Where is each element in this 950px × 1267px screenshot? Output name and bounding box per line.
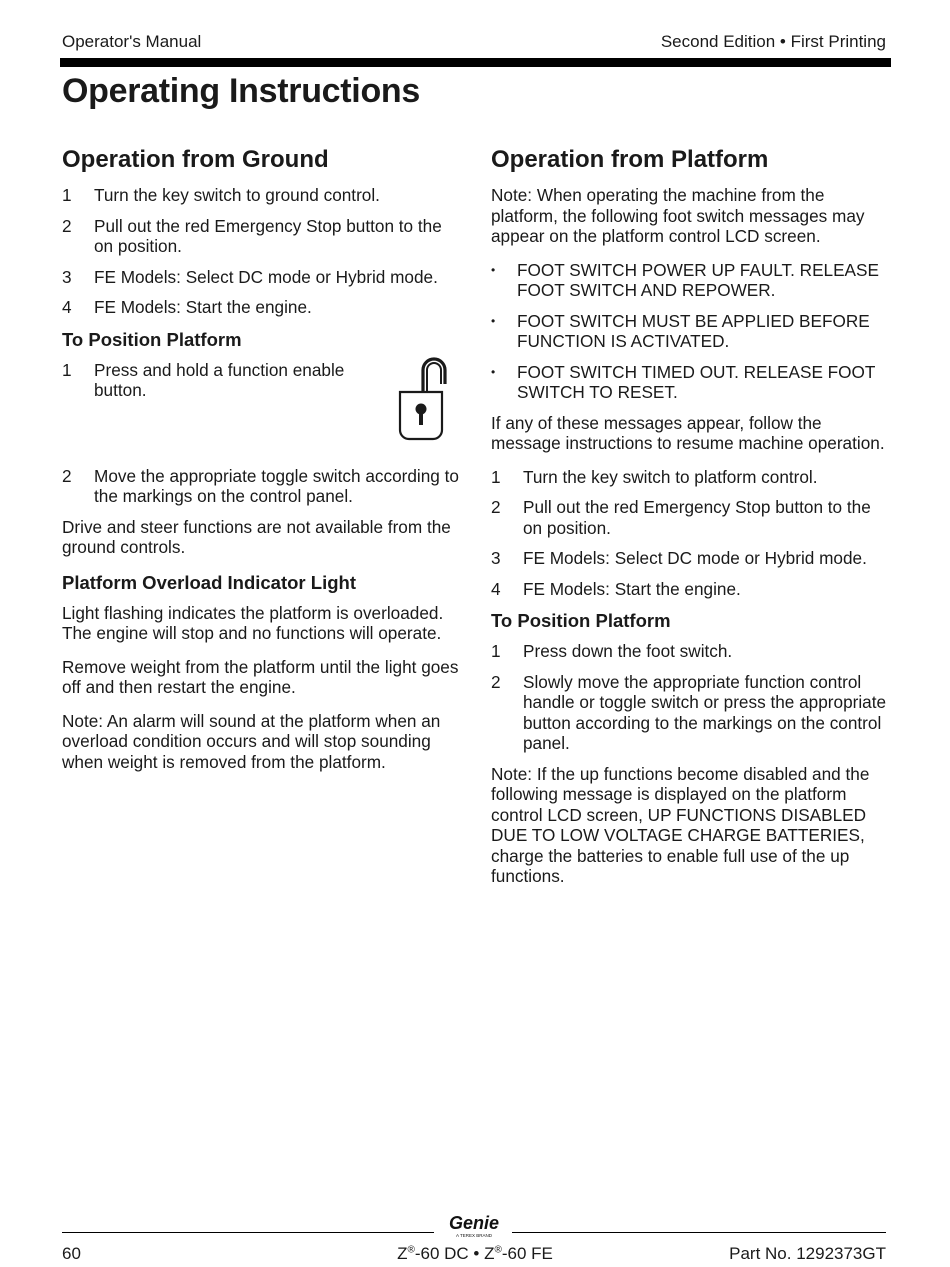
step-number: 1 bbox=[62, 185, 72, 205]
list-item bbox=[491, 641, 891, 662]
step-text: Move the appropriate toggle switch according to the markings on the control panel. bbox=[94, 465, 459, 506]
bullet-icon: • bbox=[491, 313, 496, 328]
ground-position-steps bbox=[62, 360, 462, 507]
step-number: 4 bbox=[62, 297, 72, 317]
list-item bbox=[62, 267, 462, 288]
step-number: 3 bbox=[491, 548, 501, 568]
step-text: Pull out the red Emergency Stop button to the on position. bbox=[523, 497, 871, 538]
left-column bbox=[62, 144, 462, 785]
step-text: Press down the foot switch. bbox=[523, 641, 733, 661]
list-item bbox=[62, 360, 462, 456]
part-number: Part No. 1292373GT bbox=[729, 1244, 886, 1263]
step-number: 3 bbox=[62, 266, 72, 287]
genie-logo bbox=[438, 1212, 510, 1240]
message-text: FOOT SWITCH POWER UP FAULT. RELEASE FOOT SWITCH AND REPOWER. bbox=[517, 259, 879, 300]
follow-instructions: If any of these messages appear, follow the message instructions to resume machine operation. bbox=[491, 412, 885, 453]
footer-rule-left bbox=[62, 1232, 434, 1233]
ground-position-heading: To Position Platform bbox=[62, 328, 242, 350]
step-text: Slowly move the appropriate function control handle or toggle switch or press the appropriate button according to the markings on the control panel. bbox=[523, 671, 887, 753]
drive-steer-note: Drive and steer functions are not available from the ground controls. bbox=[62, 516, 451, 557]
page-title: Operating Instructions bbox=[62, 72, 420, 110]
step-number: 2 bbox=[491, 671, 501, 692]
message-text: FOOT SWITCH TIMED OUT. RELEASE FOOT SWITCH TO RESET. bbox=[517, 361, 876, 402]
list-item bbox=[62, 185, 462, 206]
foot-switch-messages bbox=[491, 260, 891, 403]
svg-text:Genie: Genie bbox=[448, 1213, 500, 1233]
step-number: 2 bbox=[62, 465, 72, 486]
bullet-icon: • bbox=[491, 364, 496, 379]
platform-position-heading: To Position Platform bbox=[491, 610, 671, 631]
list-item bbox=[491, 672, 891, 754]
list-item bbox=[491, 362, 891, 403]
list-item bbox=[62, 297, 462, 318]
foot-switch-note: Note: When operating the machine from the platform, the following foot switch messages may appear on the platform control LCD screen. bbox=[491, 185, 865, 246]
svg-text:A TEREX BRAND: A TEREX BRAND bbox=[456, 1233, 492, 1238]
step-text: FE Models: Start the engine. bbox=[94, 297, 312, 317]
up-functions-note: Note: If the up functions become disabled and the following message is displayed on the platform control LCD screen, UP FUNCTIONS DISABLED DUE TO LOW VOLTAGE CHARGE BATTERIES, charge the batteries to enable full use of the up functions. bbox=[491, 763, 870, 886]
step-text: Pull out the red Emergency Stop button to the on position. bbox=[94, 215, 442, 256]
message-text: FOOT SWITCH MUST BE APPLIED BEFORE FUNCTION IS ACTIVATED. bbox=[517, 310, 870, 351]
ground-steps-list bbox=[62, 185, 462, 318]
step-text: FE Models: Select DC mode or Hybrid mode. bbox=[94, 266, 438, 287]
list-item bbox=[491, 497, 891, 538]
step-text: FE Models: Start the engine. bbox=[523, 578, 741, 599]
platform-steps-list bbox=[491, 467, 891, 600]
footer-rule-right bbox=[512, 1232, 886, 1233]
list-item bbox=[491, 260, 891, 301]
step-number: 4 bbox=[491, 578, 501, 599]
ground-operation-heading: Operation from Ground bbox=[62, 146, 329, 173]
list-item bbox=[62, 216, 462, 257]
list-item bbox=[491, 548, 891, 569]
unlocked-padlock-icon bbox=[396, 354, 452, 442]
step-number: 1 bbox=[491, 466, 501, 487]
page-number: 60 bbox=[62, 1244, 81, 1263]
list-item bbox=[491, 311, 891, 352]
step-text: FE Models: Select DC mode or Hybrid mode. bbox=[523, 548, 867, 568]
step-text: Turn the key switch to ground control. bbox=[94, 185, 380, 205]
overload-paragraph: Light flashing indicates the platform is overloaded. The engine will stop and no functions will operate. bbox=[62, 602, 444, 643]
bullet-icon: • bbox=[491, 262, 496, 277]
step-text: Turn the key switch to platform control. bbox=[523, 466, 818, 487]
step-number: 1 bbox=[491, 641, 501, 661]
platform-position-steps bbox=[491, 641, 891, 754]
overload-indicator-heading: Platform Overload Indicator Light bbox=[62, 571, 356, 593]
step-number: 2 bbox=[491, 497, 501, 517]
list-item bbox=[62, 466, 462, 507]
step-number: 2 bbox=[62, 215, 72, 236]
right-column bbox=[491, 144, 891, 900]
header-rule bbox=[60, 58, 891, 67]
step-text: Press and hold a function enable button. bbox=[94, 359, 345, 400]
manual-header-label: Operator's Manual bbox=[62, 32, 202, 51]
model-label: Z®-60 DC • Z®-60 FE bbox=[397, 1244, 553, 1263]
platform-operation-heading: Operation from Platform bbox=[491, 146, 769, 173]
step-number: 1 bbox=[62, 359, 72, 380]
alarm-note: Note: An alarm will sound at the platform when an overload condition occurs and will stop sounding when weight is removed from the platform. bbox=[62, 710, 441, 772]
remove-weight-paragraph: Remove weight from the platform until the light goes off and then restart the engine. bbox=[62, 656, 459, 697]
list-item bbox=[491, 579, 891, 600]
edition-header-label: Second Edition • First Printing bbox=[660, 32, 886, 51]
list-item bbox=[491, 467, 891, 488]
